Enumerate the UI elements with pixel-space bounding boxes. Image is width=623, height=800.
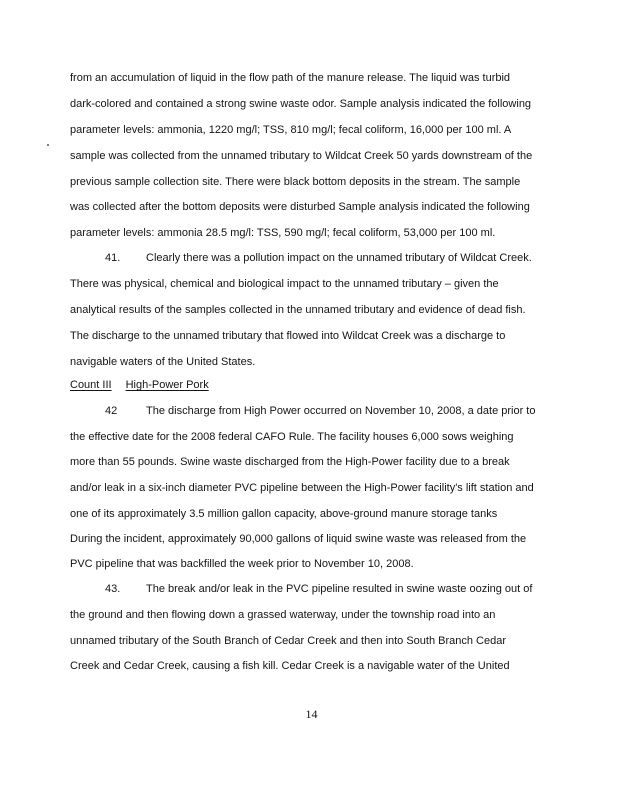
paragraph-number-42: 42 — [105, 405, 118, 417]
text-line: sample was collected from the unnamed tributary to Wildcat Creek 50 yards downstream of the — [70, 150, 533, 162]
page-number: 14 — [305, 707, 318, 721]
text-line: more than 55 pounds. Swine waste discharged from the High-Power facility due to a break — [70, 456, 510, 468]
count-heading — [70, 378, 209, 392]
text-line: one of its approximately 3.5 million gallon capacity, above-ground manure storage tanks — [70, 508, 498, 520]
text-line: navigable waters of the United States. — [70, 356, 256, 368]
paragraph-43-first-line: The break and/or leak in the PVC pipeline resulted in swine waste oozing out of — [146, 583, 533, 595]
text-line: Creek and Cedar Creek, causing a fish kill. Cedar Creek is a navigable water of the United — [70, 660, 510, 672]
text-line: PVC pipeline that was backfilled the week prior to November 10, 2008. — [70, 558, 414, 570]
scan-speck — [47, 144, 49, 146]
text-line: There was physical, chemical and biological impact to the unnamed tributary – given the — [70, 278, 499, 290]
paragraph-number-43: 43. — [105, 583, 121, 595]
paragraph-number-41: 41. — [105, 252, 121, 264]
count-label: Count III — [70, 379, 112, 391]
count-title: High-Power Pork — [125, 379, 209, 391]
text-line: parameter levels: ammonia 28.5 mg/l: TSS, 590 mg/l; fecal coliform, 53,000 per 100 ml. — [70, 227, 496, 239]
text-line: unnamed tributary of the South Branch of Cedar Creek and then into South Branch Cedar — [70, 635, 506, 647]
text-line: the ground and then flowing down a grassed waterway, under the township road into an — [70, 609, 496, 621]
text-line: During the incident, approximately 90,000 gallons of liquid swine waste was released from the — [70, 533, 527, 545]
text-line: was collected after the bottom deposits were disturbed Sample analysis indicated the following — [70, 201, 530, 213]
text-line: dark-colored and contained a strong swine waste odor. Sample analysis indicated the following — [70, 98, 532, 110]
text-line: from an accumulation of liquid in the flow path of the manure release. The liquid was turbid — [70, 72, 511, 84]
text-line: and/or leak in a six-inch diameter PVC pipeline between the High-Power facility's lift station and — [70, 482, 534, 494]
text-line: parameter levels: ammonia, 1220 mg/l; TSS, 810 mg/l; fecal coliform, 16,000 per 100 ml. A — [70, 124, 512, 136]
text-line: previous sample collection site. There were black bottom deposits in the stream. The sample — [70, 176, 521, 188]
text-line: analytical results of the samples collected in the unnamed tributary and evidence of dead fish. — [70, 304, 526, 316]
text-line: The discharge to the unnamed tributary that flowed into Wildcat Creek was a discharge to — [70, 330, 506, 342]
paragraph-42-first-line: The discharge from High Power occurred on November 10, 2008, a date prior to — [146, 405, 536, 417]
paragraph-41-first-line: Clearly there was a pollution impact on the unnamed tributary of Wildcat Creek. — [146, 252, 532, 264]
text-line: the effective date for the 2008 federal CAFO Rule. The facility houses 6,000 sows weighing — [70, 431, 514, 443]
